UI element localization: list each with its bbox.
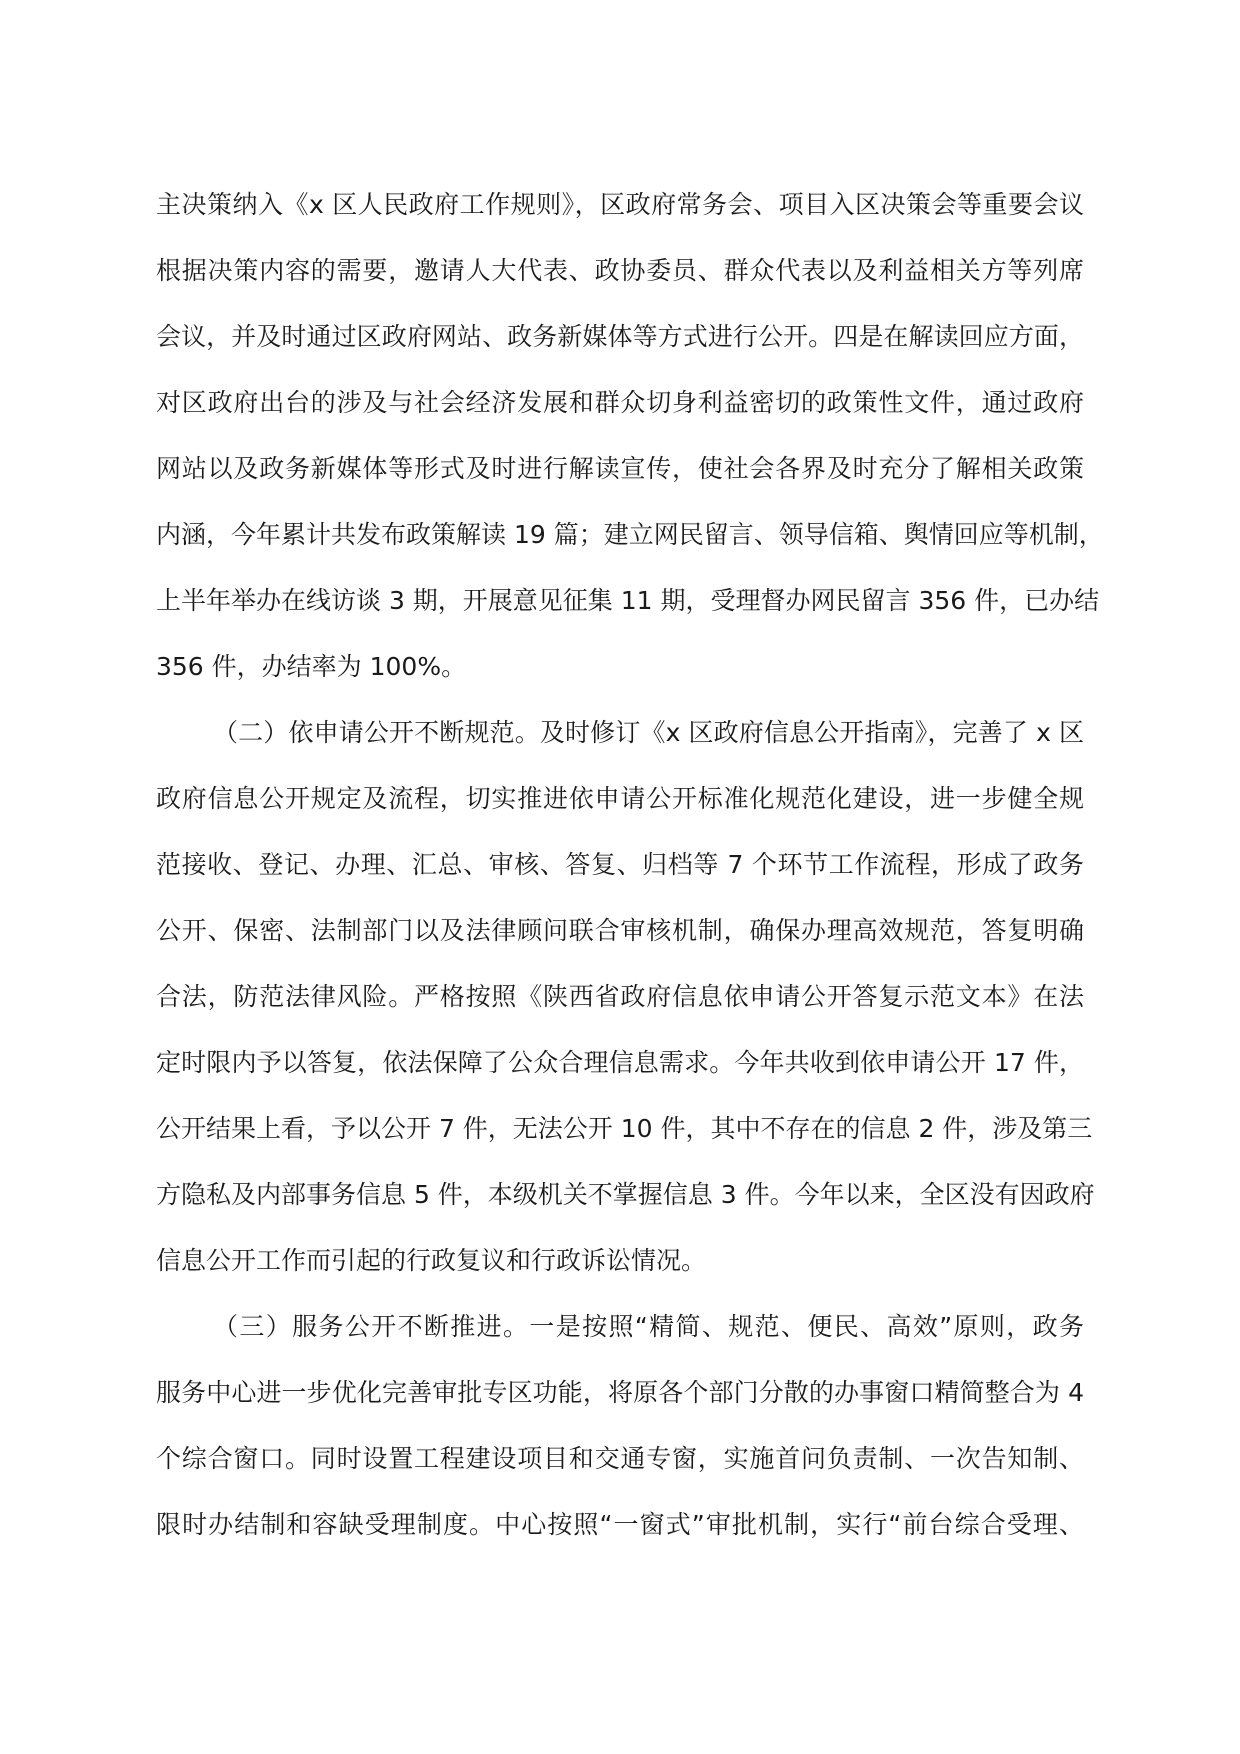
text-line: 根据决策内容的需要，邀请人大代表、政协委员、群众代表以及利益相关方等列席: [156, 256, 1084, 285]
text-line: 范接收、登记、办理、汇总、审核、答复、归档等 7 个环节工作流程，形成了政务: [156, 850, 1084, 879]
text-line: 信息公开工作而引起的行政复议和行政诉讼情况。: [156, 1246, 707, 1275]
text-line: 服务中心进一步优化完善审批专区功能，将原各个部门分散的办事窗口精简整合为 4: [156, 1378, 1084, 1407]
text-line: 定时限内予以答复，依法保障了公众合理信息需求。今年共收到依申请公开 17 件，: [156, 1048, 1084, 1077]
text-line: 个综合窗口。同时设置工程建设项目和交通专窗，实施首问负责制、一次告知制、: [156, 1444, 1084, 1473]
text-line: 公开结果上看，予以公开 7 件，无法公开 10 件，其中不存在的信息 2 件，涉及第三: [156, 1114, 1093, 1143]
text-line: 政府信息公开规定及流程，切实推进依申请公开标准化规范化建设，进一步健全规: [156, 784, 1084, 813]
text-line: 上半年举办在线访谈 3 期，开展意见征集 11 期，受理督办网民留言 356 件，已办结: [156, 586, 1100, 615]
text-line: 网站以及政务新媒体等形式及时进行解读宣传，使社会各界及时充分了解相关政策: [156, 454, 1084, 483]
text-line: 方隐私及内部事务信息 5 件，本级机关不掌握信息 3 件。今年以来，全区没有因政府: [156, 1180, 1095, 1209]
text-line: （二）依申请公开不断规范。及时修订《x 区政府信息公开指南》，完善了 x 区: [213, 718, 1084, 747]
text-line: 内涵，今年累计共发布政策解读 19 篇；建立网民留言、领导信箱、舆情回应等机制，: [156, 520, 1104, 549]
document-body: [156, 190, 1104, 1576]
text-line: 合法，防范法律风险。严格按照《陕西省政府信息依申请公开答复示范文本》在法: [156, 982, 1084, 1011]
text-line: 会议，并及时通过区政府网站、政务新媒体等方式进行公开。四是在解读回应方面，: [156, 322, 1084, 351]
text-line: （三）服务公开不断推进。一是按照“精简、规范、便民、高效”原则，政务: [213, 1312, 1084, 1341]
text-line: 主决策纳入《x 区人民政府工作规则》，区政府常务会、项目入区决策会等重要会议: [156, 190, 1084, 219]
text-line: 公开、保密、法制部门以及法律顾问联合审核机制，确保办理高效规范，答复明确: [156, 916, 1084, 945]
text-line: 对区政府出台的涉及与社会经济发展和群众切身利益密切的政策性文件，通过政府: [156, 388, 1084, 417]
text-line: 限时办结制和容缺受理制度。中心按照“一窗式”审批机制，实行“前台综合受理、: [156, 1510, 1084, 1539]
text-line: 356 件，办结率为 100%。: [156, 652, 467, 681]
